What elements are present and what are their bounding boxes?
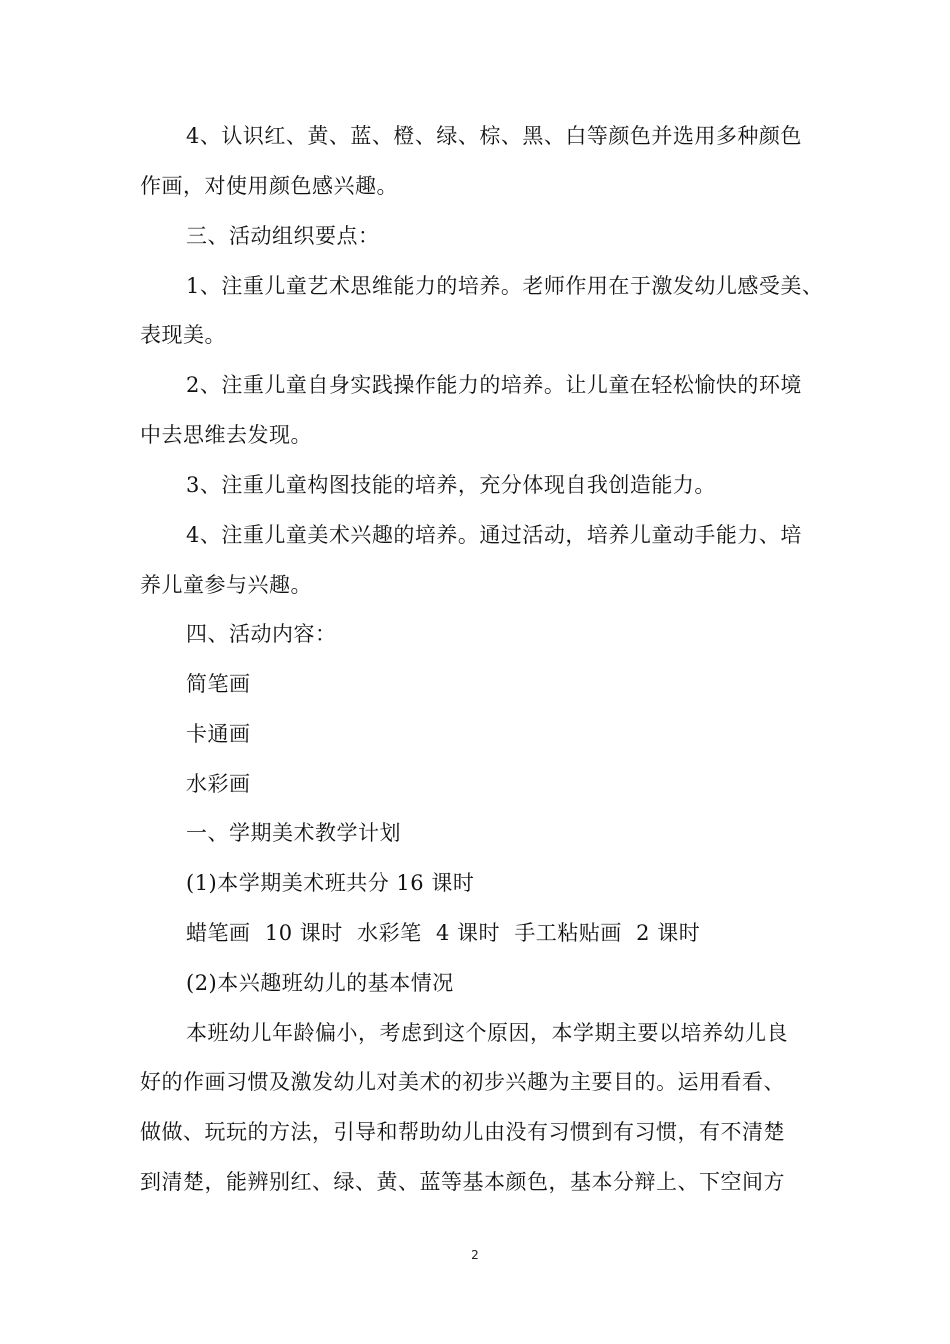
text-line: 养儿童参与兴趣。: [140, 573, 312, 597]
text-line: 4、注重儿童美术兴趣的培养。通过活动，培养儿童动手能力、培: [186, 523, 802, 547]
text-line: (2)本兴趣班幼儿的基本情况: [186, 971, 454, 995]
list-item: 水彩画: [186, 772, 251, 796]
text-line: 4、认识红、黄、蓝、橙、绿、棕、黑、白等颜色并选用多种颜色: [186, 124, 802, 148]
text-line: 好的作画习惯及激发幼儿对美术的初步兴趣为主要目的。运用看看、: [140, 1070, 785, 1094]
section-heading: 三、活动组织要点：: [186, 224, 380, 248]
text-line: 本班幼儿年龄偏小，考虑到这个原因，本学期主要以培养幼儿良: [186, 1021, 788, 1045]
page-number: 2: [471, 1248, 479, 1262]
section-heading: 一、学期美术教学计划: [186, 821, 401, 845]
text-line: (1)本学期美术班共分 16 课时: [186, 871, 475, 895]
text-line: 2、注重儿童自身实践操作能力的培养。让儿童在轻松愉快的环境: [186, 373, 802, 397]
text-line: 做做、玩玩的方法，引导和帮助幼儿由没有习惯到有习惯，有不清楚: [140, 1120, 785, 1144]
text-line: 作画，对使用颜色感兴趣。: [140, 174, 398, 198]
list-item: 卡通画: [186, 722, 251, 746]
text-line: 到清楚，能辨别红、绿、黄、蓝等基本颜色，基本分辩上、下空间方: [140, 1170, 785, 1194]
text-line: 蜡笔画 10 课时 水彩笔 4 课时 手工粘贴画 2 课时: [186, 921, 701, 945]
text-line: 3、注重儿童构图技能的培养，充分体现自我创造能力。: [186, 473, 716, 497]
section-heading: 四、活动内容：: [186, 622, 337, 646]
text-line: 表现美。: [140, 323, 226, 347]
text-line: 中去思维去发现。: [140, 423, 312, 447]
text-line: 1、注重儿童艺术思维能力的培养。老师作用在于激发幼儿感受美、: [186, 274, 824, 298]
list-item: 简笔画: [186, 672, 251, 696]
